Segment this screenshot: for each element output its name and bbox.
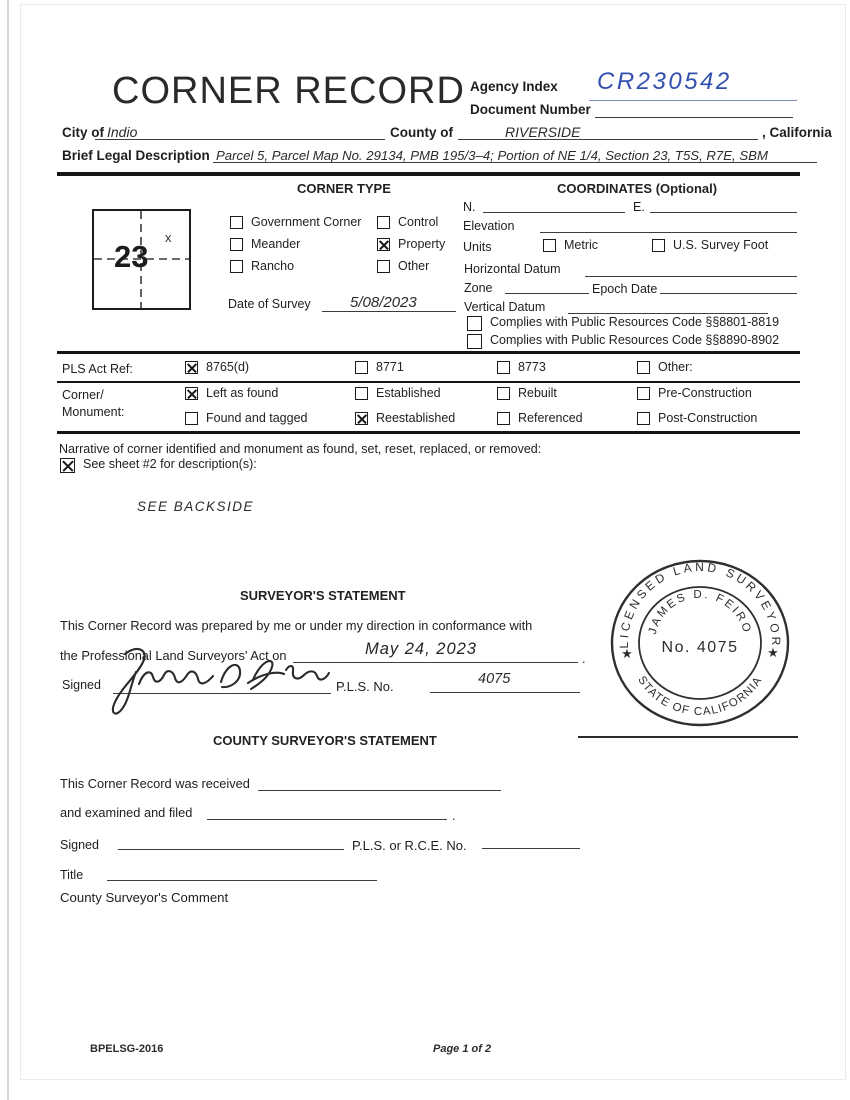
option-label: Left as found (206, 386, 279, 400)
county-comment-label: County Surveyor's Comment (60, 890, 229, 905)
date-of-survey-field-line[interactable] (322, 311, 456, 312)
narrative-note: SEE BACKSIDE (137, 499, 255, 514)
pls-option (497, 360, 546, 374)
county-signed-label: Signed (60, 838, 99, 852)
option-label: Government Corner (251, 215, 362, 229)
surveyor-pls-number-line[interactable] (430, 692, 580, 693)
date-of-survey-value: 5/08/2023 (350, 294, 417, 311)
section-divider (57, 431, 800, 434)
checkbox-metric[interactable] (543, 239, 556, 252)
monument-option (497, 411, 583, 425)
compliance-option (467, 315, 779, 331)
stamp-name-text: JAMES D. FEIRO (646, 588, 754, 636)
checkbox-left-as-found[interactable] (185, 387, 198, 400)
checkbox-reestablished[interactable] (355, 412, 368, 425)
section-divider (57, 172, 800, 176)
east-field-line[interactable] (650, 212, 797, 213)
units-option (652, 238, 768, 252)
scan-edge-line (7, 0, 9, 1100)
surveyor-statement-heading: SURVEYOR'S STATEMENT (240, 588, 406, 603)
option-label: Complies with Public Resources Code §§8801-8819 (490, 315, 780, 329)
option-label: Meander (251, 237, 301, 251)
corner-monument-label-1: Corner/ (62, 388, 104, 402)
option-label: Metric (564, 238, 599, 252)
checkbox-complies-8801-8819[interactable] (467, 316, 482, 331)
option-label: Referenced (518, 411, 583, 425)
checkbox-8773[interactable] (497, 361, 510, 374)
checkbox-rancho[interactable] (230, 260, 243, 273)
county-rce-label: P.L.S. or R.C.E. No. (352, 838, 467, 853)
corner-type-option (230, 215, 361, 229)
legal-description-label: Brief Legal Description (62, 148, 210, 163)
svg-text:LICENSED LAND SURVEYOR (617, 560, 783, 649)
row-divider (57, 381, 800, 383)
county-signature-line[interactable] (118, 849, 344, 850)
legal-description-field-line[interactable] (213, 162, 817, 163)
pls-act-ref-label: PLS Act Ref: (62, 362, 133, 376)
form-title: CORNER RECORD (112, 70, 465, 112)
stamp-ring-top-text: LICENSED LAND SURVEYOR (616, 560, 784, 649)
units-label: Units (463, 240, 492, 254)
county-title-field-line[interactable] (107, 880, 377, 881)
monument-option (637, 411, 757, 425)
option-label: Other: (658, 360, 693, 374)
monument-option (637, 386, 752, 400)
county-title-label: Title (60, 868, 84, 882)
narrative-prompt: Narrative of corner identified and monument as found, set, reset, replaced, or removed: (59, 442, 542, 456)
county-statement-heading: COUNTY SURVEYOR'S STATEMENT (213, 733, 437, 748)
checkbox-control[interactable] (377, 216, 390, 229)
corner-type-option (377, 237, 445, 251)
horizontal-datum-label: Horizontal Datum (464, 262, 561, 276)
checkbox-pre-construction[interactable] (637, 387, 650, 400)
monument-option (355, 386, 441, 400)
agency-index-field-line[interactable] (589, 100, 797, 101)
surveyor-pls-label: P.L.S. No. (336, 679, 394, 694)
option-label: Complies with Public Resources Code §§8890-8902 (490, 333, 780, 347)
checkbox-see-sheet-2[interactable] (60, 458, 75, 473)
checkbox-meander[interactable] (230, 238, 243, 251)
east-label: E. (633, 200, 645, 214)
received-field-line[interactable] (258, 790, 501, 791)
page-number: Page 1 of 2 (433, 1043, 492, 1055)
checkbox-rebuilt[interactable] (497, 387, 510, 400)
corner-type-option (230, 259, 294, 273)
seal-underline (578, 736, 798, 738)
elevation-field-line[interactable] (540, 232, 797, 233)
checkbox-found-and-tagged[interactable] (185, 412, 198, 425)
sheet2-option (60, 457, 257, 473)
compliance-option (467, 333, 779, 349)
document-number-field-line[interactable] (595, 117, 793, 118)
option-label: Rancho (251, 259, 295, 273)
section-divider (57, 351, 800, 354)
monument-option (185, 411, 307, 425)
section-number: 23 (114, 239, 149, 274)
zone-label: Zone (464, 281, 493, 295)
pls-option (355, 360, 404, 374)
pls-option (637, 360, 693, 374)
units-option (543, 238, 598, 252)
option-label: 8773 (518, 360, 546, 374)
epoch-date-label: Epoch Date (592, 282, 658, 296)
city-value: Indio (107, 124, 138, 140)
checkbox-complies-8890-8902[interactable] (467, 334, 482, 349)
vertical-datum-field-line[interactable] (568, 313, 768, 314)
coordinates-heading: COORDINATES (Optional) (557, 181, 718, 196)
epoch-date-field-line[interactable] (660, 293, 797, 294)
option-label: Established (376, 386, 441, 400)
city-field-line[interactable] (95, 139, 385, 140)
corner-type-option (230, 237, 300, 251)
checkbox-pls-other[interactable] (637, 361, 650, 374)
option-label: Control (398, 215, 439, 229)
option-label: Post-Construction (658, 411, 758, 425)
checkbox-8771[interactable] (355, 361, 368, 374)
surveyor-pls-number-value: 4075 (478, 671, 511, 687)
checkbox-government-corner[interactable] (230, 216, 243, 229)
stamp-number-text: No. 4075 (661, 639, 739, 656)
sentence-period: . (452, 809, 456, 823)
agency-index-value: CR230542 (597, 68, 732, 95)
city-label: City of (62, 125, 104, 140)
north-field-line[interactable] (483, 212, 625, 213)
star-icon: ★ (621, 646, 633, 661)
star-icon: ★ (767, 645, 779, 660)
corner-marker-x: x (165, 230, 172, 245)
option-label: Other (398, 259, 430, 273)
filed-field-line[interactable] (207, 819, 447, 820)
vertical-datum-label: Vertical Datum (464, 300, 546, 314)
checkbox-property[interactable] (377, 238, 390, 251)
agency-index-label: Agency Index (470, 79, 558, 94)
received-label: This Corner Record was received (60, 776, 250, 791)
option-label: U.S. Survey Foot (673, 238, 769, 252)
act-date-value: May 24, 2023 (365, 640, 477, 658)
horizontal-datum-field-line[interactable] (585, 276, 797, 277)
north-label: N. (463, 200, 476, 214)
corner-monument-label-2: Monument: (62, 405, 125, 419)
form-number: BPELSG-2016 (90, 1043, 164, 1055)
surveyor-statement-line2: the Professional Land Surveyors' Act on (60, 648, 287, 663)
sentence-period: . (582, 652, 586, 666)
checkbox-referenced[interactable] (497, 412, 510, 425)
state-suffix: , California (762, 125, 832, 140)
monument-option (497, 386, 557, 400)
date-of-survey-label: Date of Survey (228, 297, 311, 311)
option-label: 8765(d) (206, 360, 250, 374)
option-label: Reestablished (376, 411, 456, 425)
act-date-field-line[interactable] (293, 662, 578, 663)
option-label: 8771 (376, 360, 404, 374)
pls-option (185, 360, 249, 374)
monument-option (185, 386, 278, 400)
option-label: Rebuilt (518, 386, 557, 400)
corner-type-option (377, 259, 429, 273)
surveyor-signed-label: Signed (62, 678, 101, 692)
surveyor-signature (103, 644, 335, 718)
document-number-label: Document Number (470, 102, 591, 117)
corner-type-option (377, 215, 438, 229)
county-value: RIVERSIDE (505, 124, 581, 140)
filed-label: and examined and filed (60, 805, 193, 820)
surveyor-statement-line1: This Corner Record was prepared by me or under my direction in conformance with (60, 618, 533, 633)
elevation-label: Elevation (463, 219, 515, 233)
option-label: Found and tagged (206, 411, 308, 425)
svg-text:JAMES D. FEIRO (647, 589, 753, 636)
monument-option (355, 411, 455, 425)
stamp-ring-bottom-text: STATE OF CALIFORNIA (635, 674, 765, 719)
option-label: Pre-Construction (658, 386, 752, 400)
option-label: See sheet #2 for description(s): (83, 457, 257, 471)
zone-field-line[interactable] (505, 293, 589, 294)
checkbox-other-corner-type[interactable] (377, 260, 390, 273)
checkbox-established[interactable] (355, 387, 368, 400)
section-diagram (92, 209, 191, 310)
checkbox-post-construction[interactable] (637, 412, 650, 425)
county-rce-number-line[interactable] (482, 848, 580, 849)
legal-description-value: Parcel 5, Parcel Map No. 29134, PMB 195/3–4; Portion of NE 1/4, Section 23, T5S, R7E, SBM (216, 148, 768, 163)
option-label: Property (398, 237, 446, 251)
county-field-line[interactable] (458, 139, 758, 140)
page-edge (20, 4, 846, 1080)
county-label: County of (390, 125, 453, 140)
surveyor-stamp-seal (605, 558, 795, 736)
checkbox-us-survey-foot[interactable] (652, 239, 665, 252)
corner-type-heading: CORNER TYPE (297, 181, 391, 196)
checkbox-8765d[interactable] (185, 361, 198, 374)
